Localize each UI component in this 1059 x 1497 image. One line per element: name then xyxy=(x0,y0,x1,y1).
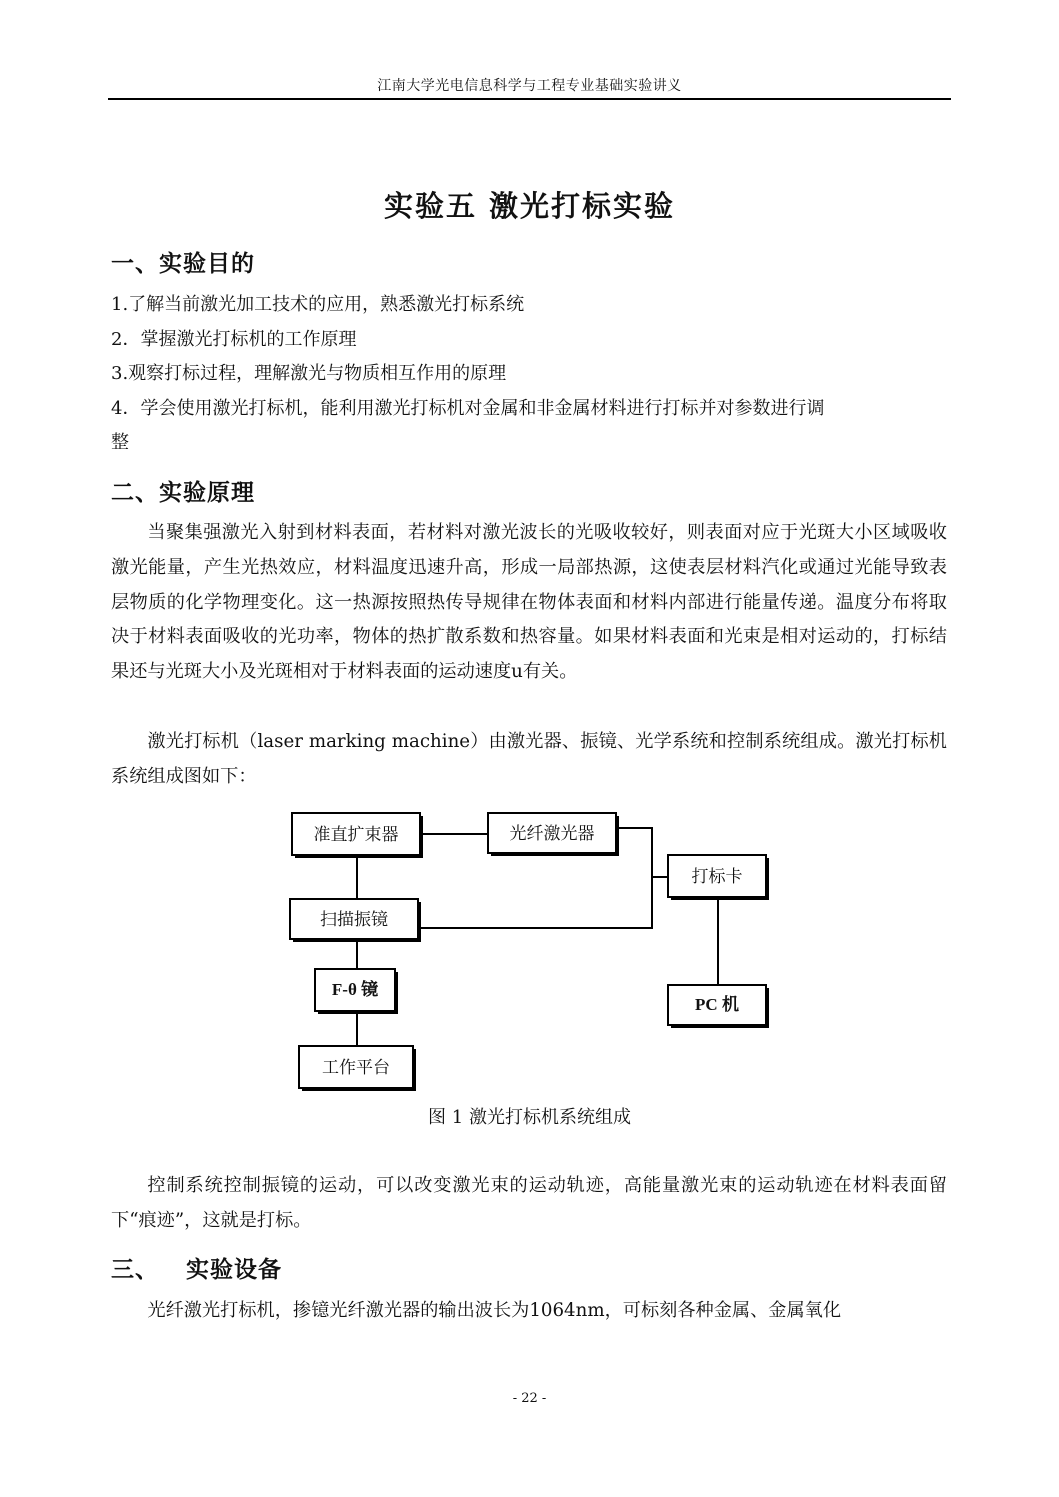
node-marking-card xyxy=(668,855,769,900)
node-work-platform-label: 工作平台 xyxy=(322,1058,390,1078)
page-title: 实验五 激光打标实验 xyxy=(383,189,676,223)
node-marking-card-label: 打标卡 xyxy=(691,867,743,887)
running-header: 江南大学光电信息科学与工程专业基础实验讲义 xyxy=(377,78,682,94)
node-fiber-laser xyxy=(488,813,619,856)
figure-caption: 图 1 激光打标机系统组成 xyxy=(428,1107,631,1128)
node-pc xyxy=(668,985,769,1028)
objective-item-2: 2．掌握激光打标机的工作原理 xyxy=(111,329,357,350)
node-f-theta-lens xyxy=(315,969,398,1014)
objective-item-4: 4．学会使用激光打标机，能利用激光打标机对金属和非金属材料进行打标并对参数进行调 xyxy=(111,398,825,419)
objective-item-4-continued: 整 xyxy=(111,432,129,453)
node-collimator xyxy=(292,813,423,858)
principle-paragraph-2: 激光打标机（laser marking machine）由激光器、振镜、光学系统和控制系统组成。激光打标机系统组成图如下： xyxy=(111,731,947,787)
node-collimator-label: 准直扩束器 xyxy=(313,825,399,845)
section-heading-equipment: 三、 实验设备 xyxy=(111,1257,283,1283)
node-fiber-laser-label: 光纤激光器 xyxy=(509,824,595,844)
section-heading-objectives: 一、实验目的 xyxy=(111,251,255,277)
page-number: - 22 - xyxy=(512,1391,547,1406)
node-scan-galvo-label: 扫描振镜 xyxy=(320,910,388,930)
objective-item-3: 3.观察打标过程，理解激光与物质相互作用的原理 xyxy=(111,363,507,384)
node-pc-label: PC 机 xyxy=(695,994,739,1014)
equipment-paragraph-1: 光纤激光打标机，掺镱光纤激光器的输出波长为1064nm，可标刻各种金属、金属氧化 xyxy=(147,1300,842,1321)
node-work-platform xyxy=(299,1046,416,1091)
principle-paragraph-1: 当聚集强激光入射到材料表面，若材料对激光波长的光吸收较好，则表面对应于光斑大小区域吸收激光能量，产生光热效应，材料温度迅速升高，形成一局部热源，这使表层材料汽化或通过光能导致表层物质的化学物理变化。这一热源按照热传导规律在物体表面和材料内部进行能量传递。温度分布将取决于材料表面吸收的光功率，物体的热扩散系数和热容量。如果材料表面和光束是相对运动的，打标结果还与光斑大小及光斑相对于材料表面的运动速度u有关。 xyxy=(111,522,947,683)
objective-item-1: 1.了解当前激光加工技术的应用，熟悉激光打标系统 xyxy=(111,294,525,315)
node-f-theta-label: F-θ 镜 xyxy=(331,979,379,999)
node-scan-galvo xyxy=(290,899,421,942)
principle-paragraph-3: 控制系统控制振镜的运动，可以改变激光束的运动轨迹，高能量激光束的运动轨迹在材料表面留下“痕迹”，这就是打标。 xyxy=(111,1175,947,1231)
section-heading-principle: 二、实验原理 xyxy=(111,480,255,506)
